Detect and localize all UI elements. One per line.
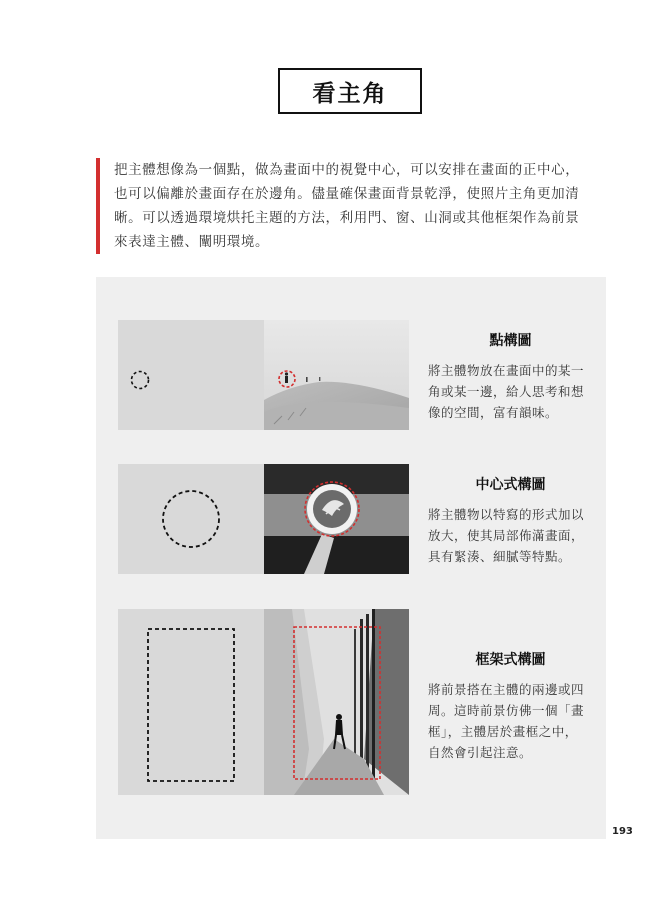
center-diagram [118,464,264,574]
center-text-line: 將主體物以特寫的形式加以 [428,507,585,522]
frame-text-line: 將前景搭在主體的兩邊或四 [428,682,585,697]
point-diagram [118,320,264,430]
center-composition-row [118,464,588,574]
latte-cup-photo [264,464,409,574]
frame-text-line: 框」，主體居於畫框之中， [428,724,578,739]
frame-heading: 框架式構圖 [475,652,546,668]
point-text-line: 將主體物放在畫面中的某一 [428,363,585,378]
point-text-line: 角或某一邊，給人思考和想 [428,384,585,399]
point-text-line: 像的空間，富有韻味。 [428,405,559,420]
intro-line: 來表達主體、闡明環境。 [114,234,270,250]
point-caption [428,330,593,423]
center-heading: 中心式構圖 [475,477,546,493]
center-text-line: 放大，使其局部佈滿畫面， [428,528,585,543]
desert-dune-photo [264,320,409,430]
page-number: 193 [612,826,633,837]
intro-line: 也可以偏離於畫面存在於邊角。儘量確保畫面背景乾淨，使照片主角更加清 [114,186,580,202]
intro-line: 把主體想像為一個點，做為畫面中的視覺中心，可以安排在畫面的正中心， [114,162,580,178]
composition-panel [96,277,606,839]
center-text-line: 具有緊湊、細膩等特點。 [428,549,572,564]
frame-caption [428,649,593,763]
frame-composition-row [118,609,588,795]
frame-text-line: 周。這時前景仿佛一個「畫 [428,703,585,718]
center-caption [428,474,593,567]
page-title-box [278,68,422,114]
point-heading: 點構圖 [489,333,532,349]
intro-paragraph [96,158,608,254]
page-title: 看主角 [312,80,388,107]
intro-line: 晰。可以透過環境烘托主題的方法，利用門、窗、山洞或其他框架作為前景 [114,210,580,226]
frame-text-line: 自然會引起注意。 [428,745,533,760]
frame-diagram [118,609,264,795]
point-composition-row [118,320,588,430]
corridor-photo [264,609,409,795]
